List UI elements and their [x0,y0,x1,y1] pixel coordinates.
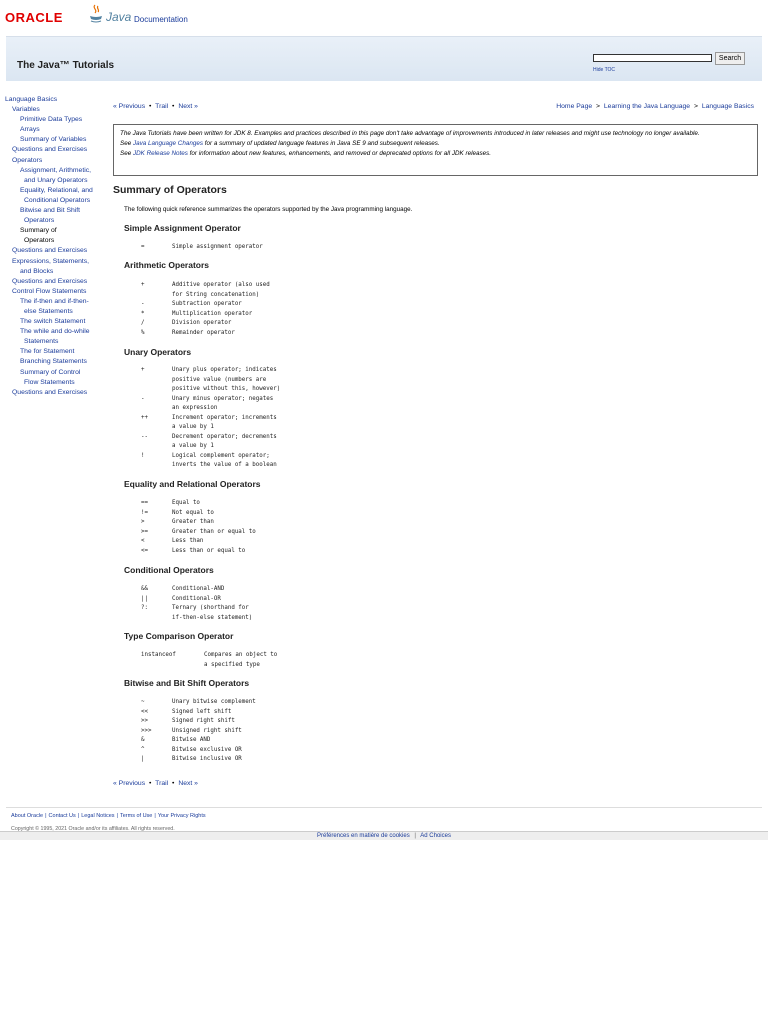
operator-description: Unary bitwise complement [172,699,256,705]
notice-line: The Java Tutorials have been written for JDK 8. Examples and practices described in this page don't take advantage of improvements introduced in later releases and might use technology no longer available. [120,130,700,137]
operator-symbol: -- [141,433,148,440]
sidebar-item[interactable]: and Unary Operators [24,176,88,184]
java-wordmark: Java [106,10,132,24]
sidebar-item[interactable]: Questions and Exercises [12,388,88,396]
operator-symbol: >= [141,528,148,535]
operator-symbol: || [141,595,148,602]
operator-description: Signed right shift [172,718,235,724]
operator-row [141,300,270,310]
operator-description: Subtraction operator [172,301,242,307]
operator-row [141,708,256,718]
operator-row: a value by 1 [172,443,214,449]
footer-separator: | [154,813,156,819]
sidebar-item[interactable]: Questions and Exercises [12,277,88,285]
operator-table-equality [141,499,256,556]
operator-symbol: != [141,509,148,516]
site-title: The Java™ Tutorials [17,60,115,71]
sidebar-item: Operators [24,237,55,245]
operator-description: Greater than or equal to [172,528,256,535]
breadcrumb-home[interactable]: Home Page [556,103,593,110]
section-title-bitwise: Bitwise and Bit Shift Operators [124,678,250,688]
sidebar-item[interactable]: Operators [24,217,55,225]
sidebar-item[interactable]: Equality, Relational, and [20,186,93,194]
operator-row [141,518,256,528]
sidebar-item[interactable]: Summary of Control [20,368,81,376]
previous-link[interactable]: « Previous [113,103,146,110]
operator-table-bitwise [141,698,256,765]
operator-symbol: & [141,737,145,743]
operator-symbol: - [141,395,145,402]
operator-table-assignment [141,243,263,253]
section-title-type-comparison: Type Comparison Operator [124,631,234,641]
operator-description: Greater than [172,519,214,525]
sidebar-item[interactable]: The if-then and if-then- [20,297,89,305]
operator-symbol: * [141,310,145,317]
sidebar-toc [5,95,105,398]
operator-row [141,717,256,727]
section-title-equality: Equality and Relational Operators [124,479,261,489]
cookie-bar [0,831,768,840]
sidebar-item: Summary of [20,227,57,235]
intro-text: The following quick reference summarizes the operators supported by the Java programming language. [124,206,413,213]
operator-row [141,698,256,708]
operator-description: Increment operator; increments [172,414,277,421]
operator-description: Conditional-OR [172,595,221,602]
footer-link[interactable]: Legal Notices [81,813,115,819]
operator-row [141,499,256,509]
operator-row: for String concatenation) [172,291,260,298]
operator-row: a specified type [204,661,260,668]
operator-description: Remainder operator [172,329,235,336]
operator-row: positive without this, however) [172,386,281,392]
section-title-conditional: Conditional Operators [124,565,214,575]
operator-row [141,329,270,339]
operator-symbol: ^ [141,746,145,753]
ad-choices-link[interactable]: Ad Choices [420,833,451,839]
sidebar-item[interactable]: Primitive Data Types [20,116,83,124]
page-nav-bottom [113,780,198,787]
operator-symbol: = [141,244,145,250]
operator-description: Additive operator (also used [172,282,270,288]
sidebar-item[interactable]: Arrays [20,126,40,134]
hide-toc-link[interactable]: Hide TOC [593,67,616,73]
sidebar-item[interactable]: Branching Statements [20,358,87,366]
footer-divider [6,807,762,808]
sidebar-item[interactable]: Flow Statements [24,378,75,386]
sidebar-item[interactable]: Assignment, Arithmetic, [20,166,92,174]
operator-symbol: << [141,708,148,715]
operator-row [141,366,280,376]
operator-description: Unsigned right shift [172,727,242,734]
header-band [6,36,762,81]
footer-separator: | [414,833,416,839]
operator-row [141,243,263,253]
operator-row [141,755,256,765]
search-input[interactable] [593,54,712,62]
operator-description: Unary plus operator; indicates [172,367,277,373]
notice-text: for information about new features, enhancements, and removed or deprecated options for all JDK releases. [187,150,492,157]
operator-table-arithmetic [141,281,270,338]
sidebar-item[interactable]: The for Statement [20,348,75,356]
sidebar-item[interactable]: Expressions, Statements, [12,257,90,265]
breadcrumb-learning[interactable]: Learning the Java Language [603,103,691,110]
operator-symbol: >>> [141,727,152,734]
nav-separator: • [172,103,175,110]
operator-symbol: + [141,367,145,373]
trail-link[interactable]: Trail [155,103,169,110]
operator-description: Not equal to [172,509,214,516]
operator-row [141,319,270,329]
operator-description: Equal to [172,500,200,506]
page-title: Summary of Operators [113,184,227,196]
footer-separator: | [116,813,118,819]
section-title-arithmetic: Arithmetic Operators [124,260,210,270]
next-link[interactable]: Next » [178,103,198,110]
operator-row [141,651,277,661]
previous-link[interactable]: « Previous [113,780,146,787]
operator-symbol: % [141,329,145,336]
trail-link[interactable]: Trail [155,780,169,787]
operator-row [141,452,280,462]
operator-row: an expression [172,405,218,411]
nav-separator: • [149,103,152,110]
sidebar-item[interactable]: The while and do-while [20,328,90,336]
operator-row [141,746,256,756]
operator-description: Logical complement operator; [172,452,270,459]
operator-row [141,509,256,519]
search-button[interactable]: Search [715,52,745,65]
operator-symbol: + [141,282,145,288]
operator-row: inverts the value of a boolean [172,462,277,468]
operator-description: Less than or equal to [172,547,246,554]
operator-symbol: && [141,586,148,592]
operator-row: a value by 1 [172,424,214,430]
nav-separator: • [149,780,152,787]
footer-link[interactable]: Contact Us [48,813,76,819]
notice-text: for a summary of updated language features in Java SE 9 and subsequent releases. [203,140,440,147]
operator-table-type-comparison [141,651,277,670]
version-notice [113,124,758,176]
sidebar-item[interactable]: Control Flow Statements [12,287,87,295]
operator-row [141,310,270,320]
sidebar-item[interactable]: Bitwise and Bit Shift [20,207,81,215]
operator-description: Signed left shift [172,708,232,715]
operator-row [141,528,256,538]
operator-symbol: - [141,301,145,307]
documentation-link[interactable]: Documentation [134,15,188,24]
operator-symbol: > [141,519,145,525]
operator-row [141,727,256,737]
operator-row: if-then-else statement) [172,614,253,621]
operator-description: Bitwise AND [172,737,211,743]
java-language-changes-link[interactable]: Java Language Changes [132,140,203,147]
operator-row [141,281,270,291]
sidebar-item[interactable]: Summary of Variables [20,136,87,144]
jdk-release-notes-link[interactable]: JDK Release Notes [132,150,188,157]
sidebar-item[interactable]: Statements [24,338,59,346]
breadcrumb-arrow: > [596,103,601,110]
oracle-logo[interactable]: ORACLE [5,10,63,25]
sidebar-item[interactable]: Questions and Exercises [12,247,88,255]
operator-description: Division operator [172,320,232,326]
page-nav-top [113,103,198,110]
operator-description: Ternary (shorthand for [172,605,249,611]
operator-row [141,736,256,746]
operator-row [141,585,252,595]
operator-table-unary [141,366,280,471]
operator-symbol: | [141,756,145,762]
cookie-preferences-link[interactable]: Préférences en matière de cookies [317,833,410,839]
operator-symbol: ! [141,452,145,459]
breadcrumb [556,103,754,110]
operator-description: Multiplication operator [172,310,253,317]
breadcrumb-basics[interactable]: Language Basics [701,103,754,110]
operator-table-conditional [141,585,252,623]
operator-row [141,433,280,443]
operator-symbol: instanceof [141,652,176,658]
operator-description: Conditional-AND [172,586,225,592]
sidebar-item[interactable]: Operators [12,156,43,164]
sidebar-item[interactable]: The switch Statement [20,318,86,326]
footer-link[interactable]: Your Privacy Rights [157,813,206,819]
operator-symbol: < [141,538,145,544]
notice-line [120,149,751,159]
operator-symbol: ?: [141,605,148,611]
footer-separator: | [45,813,47,819]
java-cup-icon [88,4,104,26]
footer-links [11,813,206,819]
footer-link[interactable]: Terms of Use [119,813,153,819]
logo-bar [0,0,768,32]
footer-separator: | [77,813,80,819]
operator-row [141,604,252,614]
footer-link[interactable]: About Oracle [11,813,44,819]
operator-description: Compares an object to [204,652,278,658]
operator-symbol: <= [141,547,148,554]
operator-row: positive value (numbers are [172,376,267,383]
operator-symbol: ~ [141,699,145,705]
operator-description: Bitwise inclusive OR [172,756,242,762]
operator-description: Bitwise exclusive OR [172,746,242,753]
operator-symbol: == [141,500,148,506]
operator-row [141,595,252,605]
sidebar-item[interactable]: else Statements [24,307,73,315]
operator-row [141,414,280,424]
operator-description: Decrement operator; decrements [172,433,277,440]
notice-line [120,139,751,149]
operator-description: Less than [172,538,204,544]
sidebar-item[interactable]: and Blocks [20,267,54,275]
notice-text: See [120,150,133,157]
sidebar-item[interactable]: Variables [12,106,40,114]
breadcrumb-arrow: > [693,103,698,110]
operator-row [141,395,280,405]
operator-row [141,547,256,557]
operator-symbol: / [141,320,145,326]
section-title-assignment: Simple Assignment Operator [124,223,241,233]
sidebar-item[interactable]: Language Basics [5,96,58,103]
sidebar-item[interactable]: Questions and Exercises [12,146,88,154]
sidebar-item[interactable]: Conditional Operators [24,196,91,204]
operator-description: Unary minus operator; negates [172,395,274,402]
operator-description: Simple assignment operator [172,244,263,250]
copyright: Copyright © 1995, 2021 Oracle and/or its affiliates. All rights reserved. [11,826,175,831]
section-title-unary: Unary Operators [124,347,192,357]
notice-text: See [120,140,133,147]
nav-separator: • [172,780,175,787]
operator-symbol: ++ [141,414,148,421]
next-link[interactable]: Next » [178,780,198,787]
operator-row [141,537,256,547]
operator-symbol: >> [141,718,148,724]
